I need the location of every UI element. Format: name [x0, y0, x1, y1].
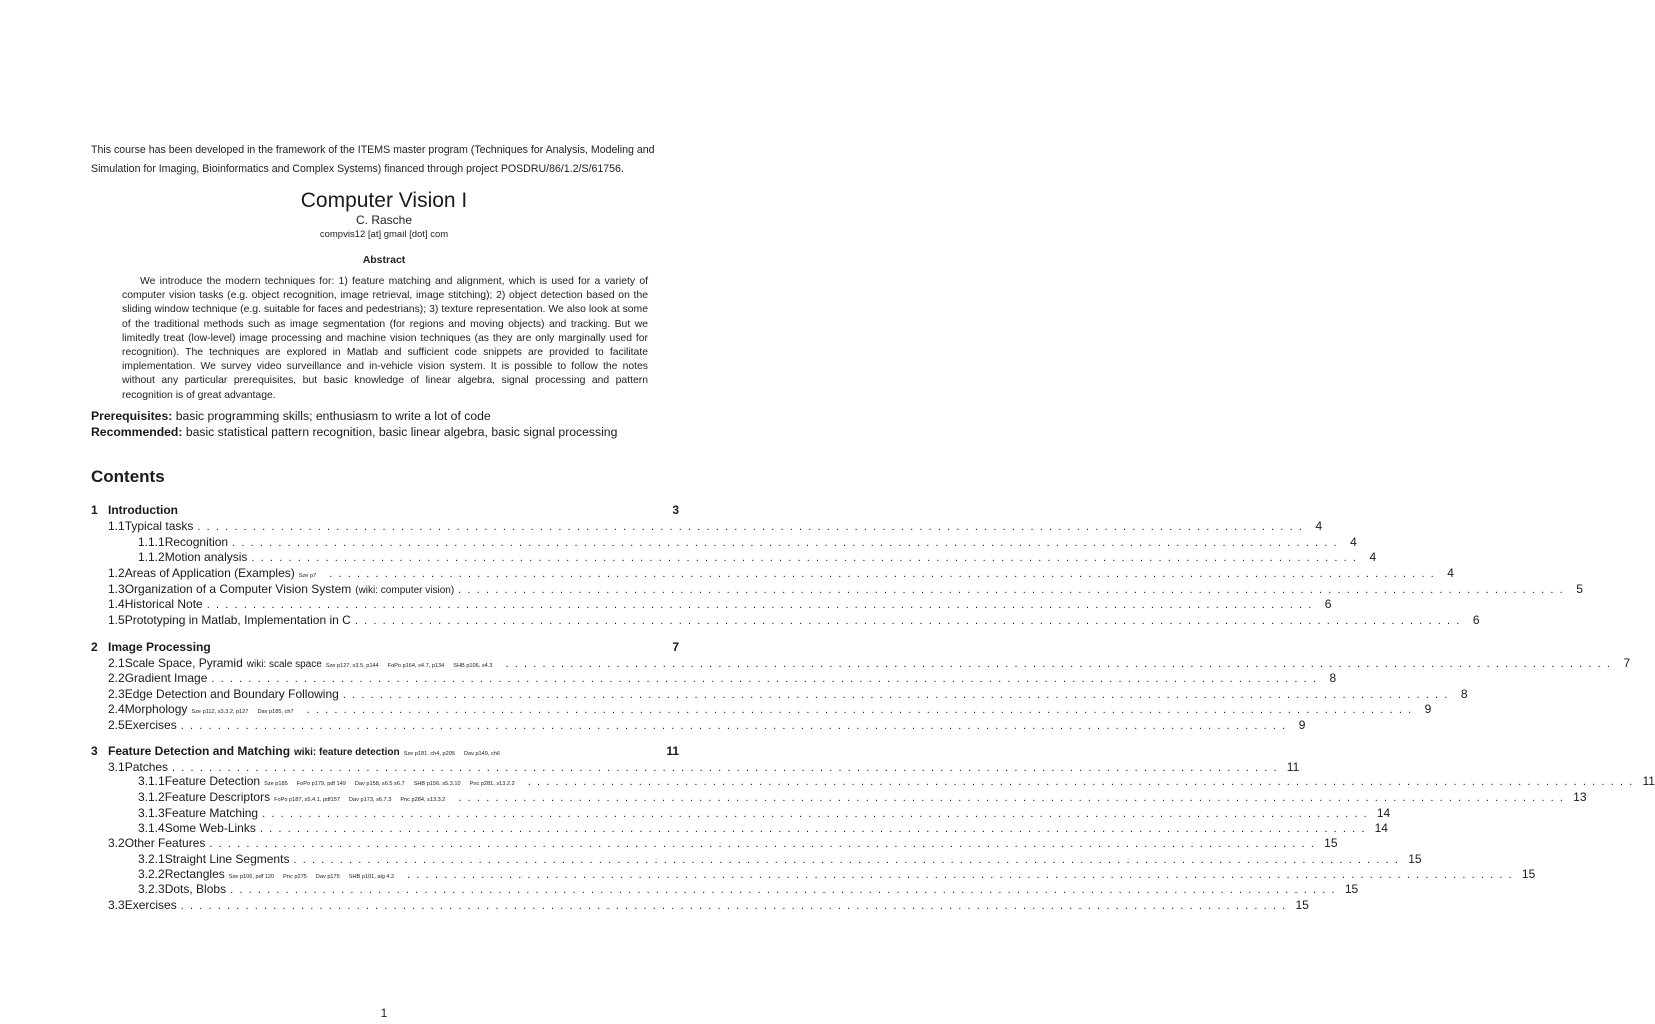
dot-leader: ........................................................................................................................	[262, 808, 1373, 820]
toc-entry-title: Scale Space, Pyramid	[124, 656, 243, 670]
toc-entry[interactable]	[138, 790, 1587, 806]
toc-entry[interactable]	[108, 566, 1454, 582]
book-ref: Sze p106, pdf 120	[228, 874, 275, 880]
toc-entry[interactable]	[138, 821, 1388, 837]
toc-entry-title: Exercises	[124, 898, 177, 912]
dot-leader: ........................................................................................................................	[293, 854, 1405, 866]
toc-entry-title: Organization of a Computer Vision System	[124, 582, 352, 596]
toc-entry-page: 6	[1324, 597, 1332, 611]
contents-heading: Contents	[91, 467, 165, 486]
toc-entry[interactable]	[138, 806, 1391, 822]
toc-entry-number: 2.4	[108, 702, 125, 716]
book-ref: Sze p127, s3.5, p144	[325, 663, 379, 669]
toc-entry-title: Image Processing	[108, 640, 211, 654]
toc-entry[interactable]	[108, 582, 1583, 598]
toc-entry-wiki-ref: wiki: scale space	[246, 659, 322, 670]
book-ref: Sze p7	[298, 573, 317, 579]
toc-entry-number: 3.2.2	[138, 867, 165, 881]
toc-entry[interactable]	[91, 640, 679, 656]
toc-entry-title: Prototyping in Matlab, Implementation in C	[124, 613, 351, 627]
book-ref: FoPo p179, pdf 149	[296, 781, 346, 787]
toc-entry-number: 3.1.2	[138, 790, 165, 804]
toc-entry-page: 15	[1344, 882, 1359, 896]
dot-leader: ........................................................................................................................	[329, 568, 1440, 580]
toc-entry-book-refs	[299, 573, 325, 579]
book-ref: Sze p112, s3.3.2, p127	[191, 709, 249, 715]
dot-leader: ........................................................................................................................	[232, 537, 1343, 549]
abstract-text: We introduce the modern techniques for: 1) feature matching and alignment, which is used for a variety of computer vision tasks (e.g. object recognition, image retrieval, image stitching); 2) object detection based on the sliding window technique (e.g. suitable for faces and pedestrians); 3) texture representation. We also look at some of the traditional methods such as image segmentation (for regions and moving objects) and tracking. But we limitedly treat (low-level) image processing and machine vision techniques (as they are only marginally used for recognition). The techniques are explored in Matlab and sufficient code snippets are provided to facilitate implementation. We survey video surveillance and in-vehicle vision system. It is possible to follow the notes without any particular prerequisites, but basic knowledge of linear algebra, signal processing and pattern recognition is of great advantage.	[122, 276, 648, 401]
page-number: 1	[380, 1006, 388, 1020]
toc-entry-title: Introduction	[108, 503, 178, 517]
toc-entry[interactable]	[138, 550, 1377, 566]
toc-entry[interactable]	[108, 656, 1631, 672]
toc-entry-title: Exercises	[124, 718, 177, 732]
dot-leader: ........................................................................................................................	[211, 673, 1323, 685]
book-ref: FoPo p187, s5.4.1, pdf157	[274, 797, 341, 803]
toc-entry-number: 3.1.4	[138, 821, 165, 835]
toc-entry-book-refs	[264, 781, 524, 787]
toc-entry-number: 3.2	[108, 836, 125, 850]
toc-entry-title: Straight Line Segments	[164, 852, 290, 866]
toc-entry-page: 15	[1324, 836, 1338, 850]
toc-entry-title: Historical Note	[124, 597, 203, 611]
book-ref: FoPo p164, s4.7, p134	[387, 663, 445, 669]
dot-leader: ........................................................................................................................	[209, 838, 1321, 850]
toc-entry[interactable]	[91, 503, 679, 519]
book-ref: Dav p185, ch7	[257, 709, 294, 715]
dot-leader: ........................................................................................................................	[197, 521, 1309, 533]
dot-leader: ........................................................................................................................	[172, 762, 1283, 774]
dot-leader: ........................................................................................................................	[259, 823, 1371, 835]
toc-entry-title: Areas of Application (Examples)	[124, 566, 295, 580]
dot-leader: ........................................................................................................................	[458, 584, 1569, 596]
dot-leader: ........................................................................................................................	[180, 720, 1292, 732]
dot-leader: ........................................................................................................................	[505, 658, 1617, 670]
toc-entry-number: 1.1.2	[138, 550, 165, 564]
book-ref: SHB p156, s5.3.10	[413, 781, 461, 787]
toc-entry[interactable]	[138, 774, 1655, 790]
toc-entry-wiki-ref: wiki: feature detection	[294, 747, 400, 758]
book-ref: Sze p181, ch4, p205	[403, 751, 455, 757]
toc-entry-page: 3	[672, 503, 679, 517]
book-ref: Pnc p275	[283, 874, 307, 880]
toc-entry-book-refs	[229, 874, 403, 880]
book-ref: Dav p149, ch6	[463, 751, 501, 757]
prerequisites-text: basic programming skills; enthusiasm to write a lot of code	[175, 409, 491, 423]
toc-entry[interactable]	[108, 671, 1337, 687]
toc-entry-page: 7	[672, 640, 679, 654]
toc-entry-page: 8	[1329, 671, 1337, 685]
prerequisites-label: Prerequisites:	[91, 409, 173, 423]
toc-entry[interactable]	[108, 836, 1338, 852]
toc-entry-title: Typical tasks	[124, 519, 194, 533]
toc-entry-title: Feature Matching	[164, 806, 259, 820]
book-ref: Pnc p284, s13.3.2	[400, 797, 446, 803]
toc-entry-title: Gradient Image	[124, 671, 208, 685]
toc-entry-page: 5	[1576, 582, 1583, 596]
toc-entry-book-refs	[404, 751, 509, 757]
dot-leader: ........................................................................................................................	[527, 776, 1639, 788]
recommended-label: Recommended:	[91, 425, 183, 439]
toc-entry[interactable]	[108, 613, 1480, 629]
toc-entry-number: 1.1.1	[138, 535, 165, 549]
book-ref: Dav p175	[315, 874, 340, 880]
toc-entry[interactable]	[138, 867, 1536, 883]
book-ref: SHB p101, alg 4.2	[348, 874, 395, 880]
toc-entry-page: 14	[1376, 806, 1391, 820]
recommended-text: basic statistical pattern recognition, basic linear algebra, basic signal processing	[185, 425, 618, 439]
funding-note: This course has been developed in the framework of the ITEMS master program (Techniques for Analysis, Modeling and Simulation for Imaging, Bioinformatics and Complex Systems) financed through project POSDRU/86/1.2/S/61756.	[91, 144, 655, 175]
toc-entry[interactable]	[108, 597, 1332, 613]
toc-entry[interactable]	[138, 882, 1359, 898]
toc-entry-book-refs	[191, 709, 302, 715]
book-ref: SHB p106, s4.3	[453, 663, 493, 669]
toc-entry-page: 15	[1408, 852, 1422, 866]
author-name: C. Rasche	[355, 213, 413, 227]
toc-entry-title: Recognition	[164, 535, 229, 549]
toc-entry[interactable]	[91, 744, 679, 760]
toc-entry-title: Feature Detection and Matching	[108, 744, 291, 758]
toc-entry-number: 3.2.1	[138, 852, 165, 866]
toc-entry-title: Motion analysis	[164, 550, 248, 564]
toc-entry-title: Morphology	[124, 702, 188, 716]
toc-entry-page: 11	[666, 744, 679, 758]
toc-entry-number: 3.1.3	[138, 806, 165, 820]
toc-entry[interactable]	[108, 898, 1309, 914]
toc-entry-page: 7	[1623, 656, 1631, 670]
toc-entry-page: 13	[1573, 790, 1587, 804]
dot-leader: ........................................................................................................................	[342, 689, 1454, 701]
dot-leader: ........................................................................................................................	[230, 884, 1341, 896]
book-ref: Pnc p281, s13.2.2	[469, 781, 515, 787]
toc-entry[interactable]	[108, 718, 1306, 734]
toc-entry[interactable]	[138, 852, 1422, 868]
document-title: Computer Vision I	[300, 189, 468, 212]
toc-entry-title: Feature Descriptors	[164, 790, 271, 804]
toc-entry-number: 1.1	[108, 519, 125, 533]
toc-entry-number: 1.4	[108, 597, 125, 611]
toc-entry-title: Patches	[124, 760, 169, 774]
toc-entry-page: 4	[1369, 550, 1377, 564]
dot-leader: ........................................................................................................................	[180, 900, 1292, 912]
toc-entry[interactable]	[108, 702, 1432, 718]
toc-entry-number: 1.3	[108, 582, 125, 596]
toc-entry-title: Dots, Blobs	[164, 882, 227, 896]
abstract-heading: Abstract	[362, 254, 406, 266]
toc-entry-book-refs	[274, 797, 454, 803]
dot-leader: ........................................................................................................................	[354, 615, 1466, 627]
book-ref: Dav p173, s6.7.3	[349, 797, 392, 803]
toc-entry-page: 11	[1286, 760, 1300, 774]
toc-entry-number: 2.2	[108, 671, 125, 685]
dot-leader: ........................................................................................................................	[407, 869, 1518, 881]
toc-entry-wiki-ref: (wiki: computer vision)	[355, 585, 455, 596]
toc-entry-number: 3.1	[108, 760, 125, 774]
toc-entry-title: Rectangles	[164, 867, 225, 881]
toc-entry-number: 3.3	[108, 898, 125, 912]
toc-entry-number: 1.2	[108, 566, 125, 580]
toc-entry-page: 9	[1298, 718, 1306, 732]
toc-entry[interactable]	[108, 519, 1323, 535]
toc-entry-page: 4	[1447, 566, 1454, 580]
toc-entry-page: 9	[1424, 702, 1432, 716]
toc-entry-page: 15	[1521, 867, 1536, 881]
toc-entry-number: 2.3	[108, 687, 125, 701]
dot-leader: ........................................................................................................................	[458, 792, 1570, 804]
dot-leader: ........................................................................................................................	[306, 704, 1418, 716]
toc-entry-number: 3.2.3	[138, 882, 165, 896]
toc-entry[interactable]	[138, 535, 1357, 551]
toc-entry-page: 4	[1350, 535, 1357, 549]
toc-entry-title: Other Features	[124, 836, 206, 850]
toc-entry-number: 1	[91, 503, 98, 517]
toc-entry-number: 2	[91, 640, 98, 654]
toc-entry-number: 2.1	[108, 656, 125, 670]
toc-entry-page: 8	[1460, 687, 1468, 701]
toc-entry[interactable]	[108, 687, 1468, 703]
toc-entry-book-refs	[326, 663, 502, 669]
book-ref: Sze p185	[264, 781, 288, 787]
toc-entry-number: 3	[91, 744, 98, 758]
toc-entry-number: 1.5	[108, 613, 125, 627]
toc-entry-title: Edge Detection and Boundary Following	[124, 687, 339, 701]
toc-entry-title: Some Web-Links	[164, 821, 256, 835]
dot-leader: ........................................................................................................................	[251, 552, 1363, 564]
toc-entry-title: Feature Detection	[164, 774, 261, 788]
toc-entry-page: 4	[1315, 519, 1323, 533]
toc-entry-page: 11	[1642, 774, 1655, 788]
dot-leader: ........................................................................................................................	[206, 599, 1318, 611]
book-ref: Dav p158, s6.5 s6.7	[354, 781, 405, 787]
toc-entry-page: 15	[1295, 898, 1309, 912]
toc-entry-page: 6	[1472, 613, 1480, 627]
author-email: compvis12 [at] gmail [dot] com	[319, 229, 449, 240]
toc-entry-page: 14	[1374, 821, 1388, 835]
toc-entry-number: 3.1.1	[138, 774, 165, 788]
toc-entry-number: 2.5	[108, 718, 125, 732]
